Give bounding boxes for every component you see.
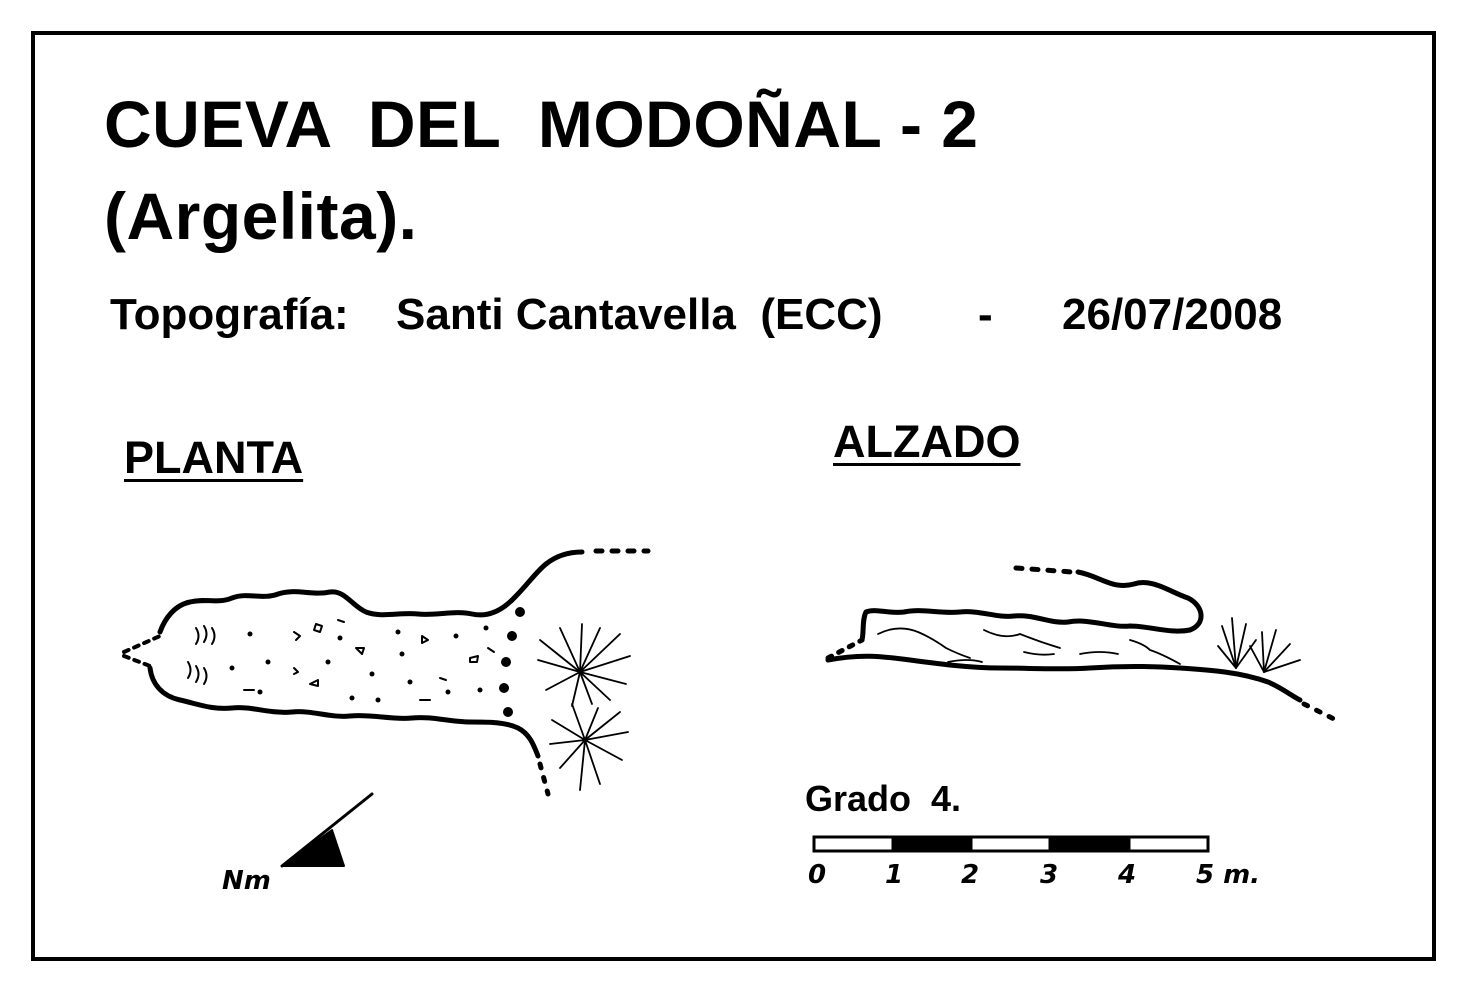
plan-floor-dots xyxy=(230,626,489,703)
scale-segment-1-2 xyxy=(893,837,971,851)
plan-lower-wall-dashed xyxy=(540,764,548,794)
scale-tick-2: 2 xyxy=(960,860,980,890)
cave-location: (Argelita). xyxy=(104,179,418,253)
difficulty-grade: Grado 4. xyxy=(805,778,962,819)
plan-heading: PLANTA xyxy=(124,432,304,483)
plan-end-upper xyxy=(124,636,160,652)
plan-floor-detail xyxy=(188,620,494,700)
plan-upper-wall xyxy=(160,552,582,632)
scale-tick-0: 0 xyxy=(807,860,827,890)
scale-segment-0-1 xyxy=(814,837,893,851)
north-label: Nm xyxy=(222,866,271,896)
elevation-heading: ALZADO xyxy=(833,416,1021,467)
scale-segment-3-4 xyxy=(1050,837,1129,851)
plan-lower-wall xyxy=(150,668,538,756)
scale-segment-2-3 xyxy=(971,837,1050,851)
plan-entrance-dots xyxy=(499,607,525,717)
elevation-vegetation xyxy=(1218,618,1300,672)
scale-segment-4-5 xyxy=(1129,837,1208,851)
credits-separator: - xyxy=(978,290,993,339)
north-arrow xyxy=(282,794,372,866)
scale-tick-3: 3 xyxy=(1039,860,1059,890)
cave-title: CUEVA DEL MODOÑAL - 2 xyxy=(104,87,979,161)
elevation-interior-detail xyxy=(878,628,1180,664)
credits-date: 26/07/2008 xyxy=(1062,290,1283,339)
elevation-slope-dashed xyxy=(1304,704,1340,722)
plan-vegetation xyxy=(538,624,630,790)
elevation-surface-dashed xyxy=(1016,568,1072,572)
scale-bar xyxy=(814,837,1208,851)
scale-tick-1: 1 xyxy=(884,860,904,890)
plan-end-lower xyxy=(124,656,150,666)
credits-label: Topografía: xyxy=(110,290,349,339)
plan-view xyxy=(124,551,648,866)
elevation-floor xyxy=(828,656,1300,700)
elevation-view xyxy=(828,568,1340,722)
scale-tick-5: 5 m. xyxy=(1195,860,1261,890)
credits-author: Santi Cantavella (ECC) xyxy=(396,290,883,339)
scale-tick-4: 4 xyxy=(1117,860,1137,890)
